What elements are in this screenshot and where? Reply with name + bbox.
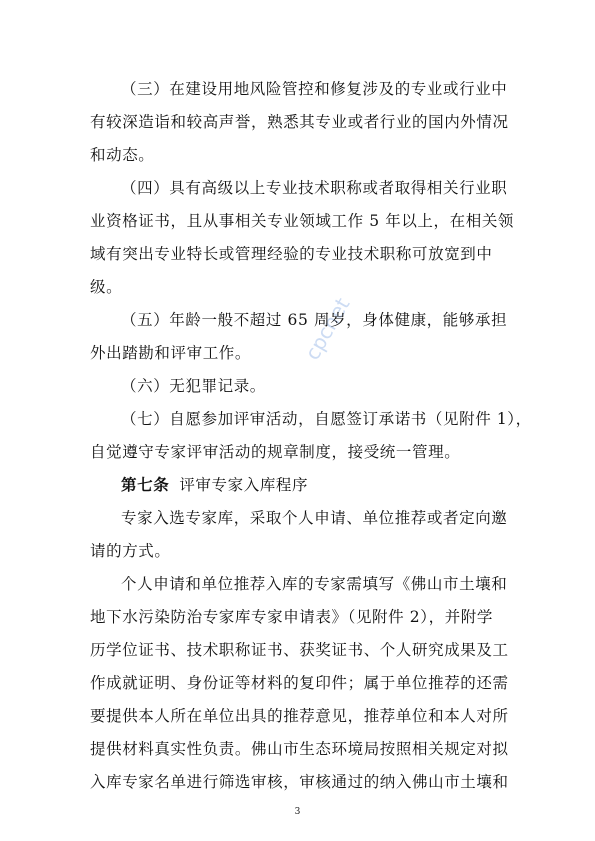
paragraph-4-line-1: （四）具有高级以上专业技术职称或者取得相关行业职	[121, 179, 508, 197]
paragraph-5-line-2: 外出踏勘和评审工作。	[90, 344, 252, 362]
paragraph-9-line-7: 入库专家名单进行筛选审核，审核通过的纳入佛山市土壤和	[90, 773, 509, 791]
paragraph-8-line-2: 请的方式。	[90, 542, 171, 560]
paragraph-8-line-1: 专家入选专家库，采取个人申请、单位推荐或者定向邀	[121, 509, 508, 527]
paragraph-4-line-4: 级。	[90, 278, 123, 296]
paragraph-3-line-2: 有较深造诣和较高声誉，熟悉其专业或者行业的国内外情况	[90, 113, 509, 131]
paragraph-3-line-1: （三）在建设用地风险管控和修复涉及的专业或行业中	[121, 80, 508, 98]
paragraph-9-line-1: 个人申请和单位推荐入库的专家需填写《佛山市土壤和	[121, 575, 508, 593]
paragraph-4-line-2: 业资格证书，且从事相关专业领域工作 5 年以上，在相关领	[90, 212, 515, 230]
paragraph-9-line-3: 历学位证书、技术职称证书、获奖证书、个人研究成果及工	[90, 641, 509, 659]
article-7-heading	[121, 472, 595, 498]
paragraph-6-line-1: （六）无犯罪记录。	[121, 377, 266, 395]
paragraph-9-line-5: 要提供本人所在单位出具的推荐意见，推荐单位和本人对所	[90, 707, 509, 725]
article-7-title: 评审专家入库程序	[179, 476, 309, 494]
paragraph-3-line-3: 和动态。	[90, 146, 155, 164]
paragraph-9-line-4: 作成就证明、身份证等材料的复印件；属于单位推荐的还需	[90, 674, 509, 692]
paragraph-7-line-1: （七）自愿参加评审活动，自愿签订承诺书（见附件 1），	[121, 410, 532, 428]
paragraph-9-line-2: 地下水污染防治专家库专家申请表》（见附件 2），并附学	[90, 608, 493, 626]
paragraph-7-line-2: 自觉遵守专家评审活动的规章制度，接受统一管理。	[90, 443, 461, 461]
page-number: 3	[294, 807, 301, 817]
paragraph-5-line-1: （五）年龄一般不超过 65 周岁，身体健康，能够承担	[121, 311, 508, 329]
paragraph-9-line-6: 提供材料真实性负责。佛山市生态环境局按照相关规定对拟	[90, 740, 509, 758]
article-7-number: 第七条	[121, 475, 170, 494]
watermark: cpcnet	[300, 293, 355, 364]
paragraph-4-line-3: 域有突出专业特长或管理经验的专业技术职称可放宽到中	[90, 245, 493, 263]
